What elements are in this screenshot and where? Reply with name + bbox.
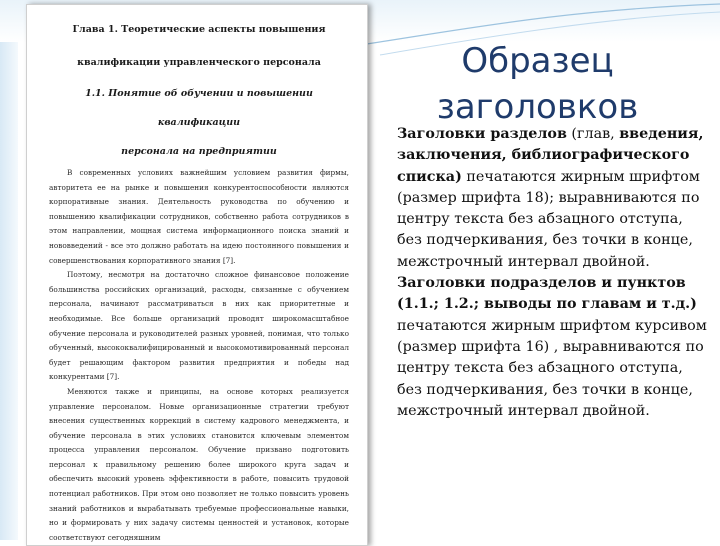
rule-subsections-rest: печатаются жирным шрифтом курсивом (размер шрифта 16) , выравниваются по центру текста без абзацного отступа, без подчеркивания, без точки в конце, межстрочный интервал двойной. <box>397 317 707 419</box>
document-paragraph: Меняются также и принципы, на основе которых реализуется управление персоналом. Новые организационные стратегии требуют внесения существенных коррекций в систему кадрового менеджмента, и обучение персонала в этих условиях становится ключевым элементом процесса управления персоналом. Обучение призвано подготовить персонал к правильному решению более широкого круга задач и обеспечить высокий уровень эффективности в работе, повысить трудовой потенциал работников. При этом оно позволяет не только повысить уровень знаний работников и вырабатывать требуемые профессиональные навыки, но и формировать у них задачу системы ценностей и установок, которые соответствуют сегодняшним <box>49 386 349 542</box>
document-paragraph: Поэтому, несмотря на достаточно сложное финансовое положение большинства российских организаций, расходы, связанные с обучением персонала, начинают рассматриваться в них как приоритетные и необходимые. Все больше организаций проводят широкомасштабное обучение персонала и руководителей разных уровней, понимая, что только обученный, высококвалифицированный и высокомотивированный персонал будет решающим фактором развития предприятия и победы над конкурентами [7]. <box>49 270 349 382</box>
rule-sections-bold-list: введения, заключения, библиографического списка) <box>397 126 704 185</box>
chapter-title-line-1: Глава 1. Теоретические аспекты повышения <box>72 24 326 35</box>
section-title-line-1: 1.1. Понятие об обучении и повышении квалификации <box>85 88 313 128</box>
slide-title-line-1: Образец <box>461 41 614 81</box>
rule-sections-lead-2: разделов <box>490 126 567 142</box>
document-paragraph: В современных условиях важнейшим условием развития фирмы, авторитета ее на рынке и повышения конкурентоспособности являются корпоративные знания. Деятельность руководства по обучению и повышению квалификации сотрудников, собственно работа сотрудников в этом направлении, мощная система информационного поиска знаний и нововведений - все это должно работать на идею постоянного повышения и совершенствования корпоративного знания [7]. <box>49 168 349 265</box>
rule-subsections-lead-1: Заголовки <box>397 275 491 292</box>
slide-title <box>430 38 645 130</box>
rule-sections-lead-1: Заголовки <box>397 126 491 142</box>
chapter-title-line-2: квалификации управленческого персонала <box>77 57 321 68</box>
formatting-rules-text <box>397 124 707 422</box>
section-title-line-2: персонала на предприятии <box>121 146 277 157</box>
rule-sections-intro: (глав, <box>566 126 620 142</box>
slide-title-line-2: заголовков <box>436 87 639 127</box>
rule-subsections-lead-2: подразделов и пунктов (1.1.; 1.2.; выводы по главам и т.д.) <box>397 275 697 313</box>
rule-sections-rest: печатаются жирным шрифтом (размер шрифта 18); выравниваются по центру текста без абзацного отступа, без подчеркивания, без точки в конце, межстрочный интервал двойной. <box>397 168 700 270</box>
sample-document-page <box>26 4 368 546</box>
left-decor-band <box>0 0 18 540</box>
